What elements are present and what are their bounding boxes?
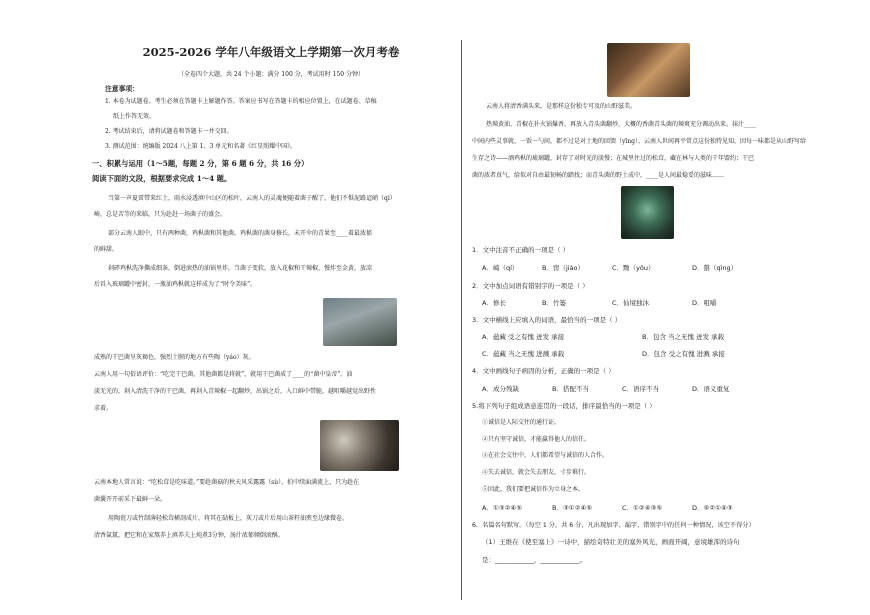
passage-line: 的鲜甜。 [94, 246, 119, 253]
question-6-sub: （1）王维在《使至塞上》一诗中，描绘奇特壮美的塞外风光，画面开阔，意境雄浑的诗句 [482, 538, 740, 546]
passage-line: 热辣黄油、青椒在扑火锅爆香，再放入青头菌翻炒，大概的香菌青头菌的辣爽充分调动出来。抹汁____ [486, 121, 757, 128]
option-b[interactable]: B．③①②④⑤ [552, 504, 593, 512]
mushroom-photo-4 [621, 186, 674, 239]
option-b[interactable]: B．包含 当之无愧 迸发 承载 [642, 333, 725, 341]
option-a[interactable]: A．蕴藏 受之有愧 迸发 承接 [482, 333, 565, 341]
option-d[interactable]: D．咀嚼 [692, 299, 717, 307]
question-4: 4．文中画线句子病因的分析，正确的一项是（ ） [472, 367, 615, 375]
passage-line: 生存之诗——酒鸡枞的琉璃罐，封存了对时光的淡慢；在城里住过的松茸，藏在林与人类的干年盟约；干巴 [472, 155, 755, 162]
option-d[interactable]: D．包含 受之有愧 进溅 承接 [642, 350, 725, 358]
note-item: 3. 测试范围：统编版 2024 八上第 1、3 单元和名著《红星照耀中国》。 [105, 143, 297, 150]
option-a[interactable]: A．①③②④⑤ [482, 504, 523, 512]
mushroom-photo-3 [607, 43, 690, 97]
sentence-item: ③在社会交往中，人们都希望与诚信的人合作。 [482, 452, 609, 459]
passage-line: 崎，总是苦等的来临，只为赴赶一场菌子的盛会。 [94, 211, 227, 218]
option-c[interactable]: C．语序不当 [622, 385, 660, 393]
question-5: 5.将下列句子组成语意连贯的一段话，排序最恰当的一项是（ ） [472, 402, 656, 410]
passage-line: 云南本地人常言说：“吃松茸是吃味道。”要趁菌菇的秋天风采露露（sù）。拍中续面满流上，只为趁在 [94, 479, 360, 486]
passage-line: 云南人将清香满头来，是那样这份独专可及的山野滋美。 [486, 103, 637, 110]
passage-line: 菌的浓者真气，给似对自由最韧畅的踏找；而青头菌的野土成中，____是人间最稳妥的滋味…… [472, 172, 725, 179]
passage-line: 菌囊开开前采下最鲜一朵。 [94, 496, 167, 503]
question-2: 2．文中加点词语有错别字的一项是（ ） [472, 282, 589, 290]
option-b[interactable]: B．竹篓 [542, 299, 566, 307]
passage-line: 剁碎鸡枞洗净撕成细条，倒进滚热的油锅里炸，当菌子变软，放入花椒和干辣椒，慢炸至金黄，放凉 [108, 265, 373, 272]
sentence-item: ⑤因此，我们要把诚信作为立身之本。 [482, 486, 585, 493]
passage-line: 部分云南人眼中，只有两种菌，鸡枞菌和其他菌。鸡枞菌的菌身修长，未开伞的青果至____着最浓郁 [108, 230, 373, 237]
section-instruction: 阅读下面的文段，根据要求完成 1～4 题。 [92, 174, 232, 183]
note-item: 1. 本卷为试题卷。考生必须在答题卡上解题作答。答案应书写在答题卡的相应位置上，在试题卷、草稿 [105, 98, 377, 105]
note-item: 纸上作答无效。 [113, 113, 156, 120]
passage-line: 用陶瓷刀或竹制薄轻松茸横剖成片，将其在砧板上，灰刀或片后用山茶籽油煎至边缘微卷， [108, 515, 349, 522]
passage-line: 淡无光的，剁入清洗干净的干巴菌，再剁入青辣椒一起翻炒，出锅之后，入口鲜中带脆，越咀嚼越觉出野性 [94, 388, 377, 395]
option-d[interactable]: D．罄（qìng） [692, 264, 738, 272]
option-c[interactable]: C．①②④③⑤ [622, 504, 663, 512]
option-a[interactable]: A．成分残缺 [482, 385, 519, 393]
option-c[interactable]: C．黝（yǒu） [612, 264, 655, 272]
note-item: 2. 考试结束后，请将试题卷和答题卡一并交回。 [105, 128, 233, 135]
mushroom-photo-2 [320, 420, 399, 471]
option-a[interactable]: A．修长 [482, 299, 506, 307]
option-d[interactable]: D．⑤②①④③ [692, 504, 733, 512]
exam-title: 2025-2026 学年八年级语文上学期第一次月考卷 [142, 45, 400, 59]
sentence-item: ④失去诚信，就会失去朋友，寸步难行。 [482, 469, 591, 476]
notes-heading: 注意事项： [105, 85, 139, 93]
passage-line: 成熟的干巴菌呈灰褐色，强烈土腥的地方有些陶（yáo）灰。 [94, 354, 255, 361]
option-b[interactable]: B．窖（jiào） [542, 264, 585, 272]
passage-line: 中间内些灵事就，一饭一勺间，都不过是对土地的回馈（yīng）。云南人世间再平常点这份独特见知，因每一味都是从山野写给 [472, 138, 807, 145]
section-heading: 一、积累与运用（1～5题，每题 2 分，第 6 题 6 分，共 16 分） [92, 159, 309, 168]
question-6: 6．名篇名句默写。（每空 1 分，共 6 分，凡出现加字、漏字、错别字中的任何一种情况，该空不得分） [472, 522, 755, 529]
column-divider [461, 40, 462, 600]
option-a[interactable]: A．崎（qí） [482, 264, 519, 272]
passage-line: 清香氤氲，把它和在家熬养上滇养夫上炖煮3分钟，汤汁浓郁倾倒滚酥。 [94, 532, 284, 539]
option-d[interactable]: D．语义重复 [692, 385, 730, 393]
mushroom-photo-1 [323, 298, 397, 346]
passage-line: 求着。 [94, 405, 113, 412]
question-1: 1．文中注音不正确的一项是（ ） [472, 246, 570, 254]
passage-line: 云南人用一句俗语评价：“吃完干巴菌，其他菌都是将就”，就用干巴菌成了____的“菌中皇帝”。油 [94, 371, 353, 378]
sentence-item: ①诚信是人际交往的通行证。 [482, 419, 561, 426]
passage-line: 当第一声夏雷带来红土，雨水浸透滇中山区的松叶，云南人的灵魂便随着菌子醒了。他们不惧泥路迢峭（qí） [108, 195, 396, 202]
option-c[interactable]: C．蕴藏 当之无愧 进溅 承载 [482, 350, 565, 358]
option-b[interactable]: B．搭配不当 [552, 385, 589, 393]
passage-line: 后舀入玻璃罐中密封，一瓶油鸡枞就这样成为了“时令美味”。 [94, 281, 257, 288]
exam-subtitle: （全卷四个大题，共 24 个小题；满分 100 分，考试用时 150 分钟） [178, 71, 364, 78]
sentence-item: ②只有坚守诚信，才能赢得他人的信任。 [482, 436, 591, 443]
question-3: 3．文中横线上应填入的词语，最恰当的一项是（ ） [472, 316, 622, 324]
option-c[interactable]: C．仙境独沐 [612, 299, 650, 307]
fill-blank-line[interactable]: 是：____________，____________。 [482, 556, 586, 564]
